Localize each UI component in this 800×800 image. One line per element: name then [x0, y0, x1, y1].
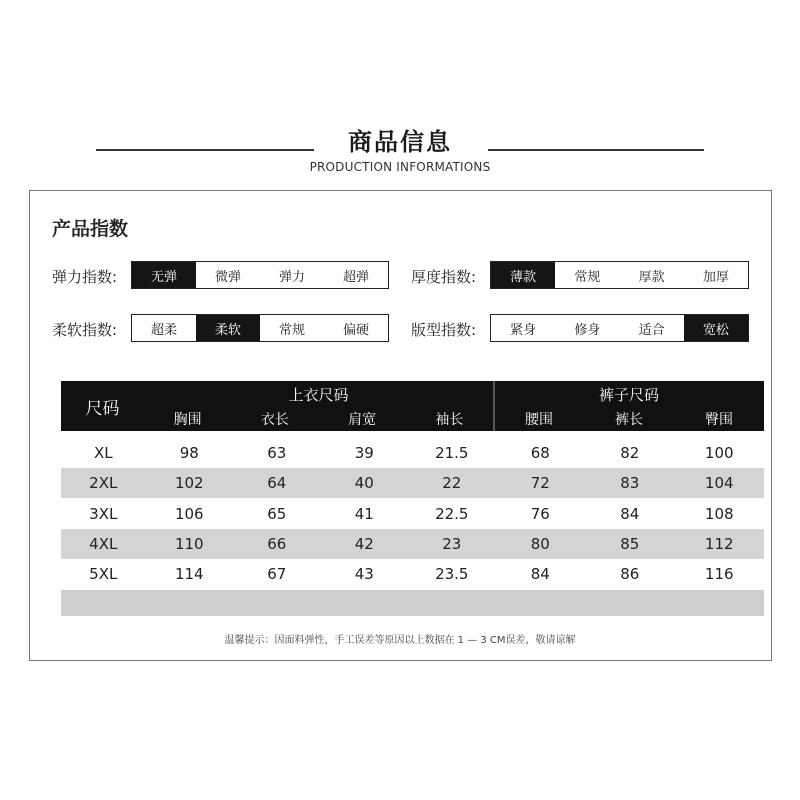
column-header: 肩宽 [348, 412, 377, 428]
table-cell: 63 [267, 444, 287, 462]
size-cell: 5XL [89, 565, 118, 583]
table-cell: 112 [704, 535, 734, 553]
table-empty-row [61, 590, 764, 616]
column-header: 裤长 [615, 412, 643, 428]
softness-option: 偏硬 [342, 322, 369, 338]
thickness-option: 加厚 [702, 269, 729, 285]
softness-option: 常规 [278, 322, 305, 338]
size-cell: 2XL [89, 474, 118, 492]
table-cell: 80 [530, 535, 550, 553]
fit-option: 宽松 [684, 315, 748, 341]
table-cell: 86 [620, 565, 640, 583]
page-title: 商品信息 [348, 128, 452, 156]
fit-label: 版型指数: [411, 321, 477, 339]
table-row [61, 468, 764, 498]
header-divider [493, 381, 495, 431]
column-header: 腰围 [525, 412, 553, 428]
table-cell: 100 [704, 444, 734, 462]
table-cell: 39 [354, 444, 374, 462]
table-cell: 43 [354, 565, 374, 583]
table-cell: 108 [704, 505, 734, 523]
table-cell: 110 [174, 535, 204, 553]
size-cell: 4XL [89, 535, 118, 553]
fit-scale [490, 314, 749, 342]
elasticity-option: 无弹 [132, 262, 196, 288]
title-rule-left [96, 149, 314, 151]
product-index-title: 产品指数 [52, 218, 129, 240]
size-cell: 3XL [89, 505, 118, 523]
table-cell: 22 [442, 474, 462, 492]
table-cell: 83 [620, 474, 640, 492]
softness-label: 柔软指数: [52, 321, 118, 339]
thickness-option: 常规 [574, 269, 601, 285]
table-cell: 114 [174, 565, 204, 583]
table-row [61, 438, 764, 468]
size-cell: XL [93, 444, 113, 462]
table-cell: 84 [530, 565, 550, 583]
thickness-option: 薄款 [491, 262, 555, 288]
size-column-header: 尺码 [61, 381, 144, 431]
fit-option: 修身 [574, 322, 601, 338]
table-cell: 40 [354, 474, 374, 492]
table-cell: 102 [174, 474, 204, 492]
table-row [61, 529, 764, 559]
table-cell: 76 [530, 505, 550, 523]
fit-option: 紧身 [510, 322, 537, 338]
table-cell: 22.5 [435, 505, 469, 523]
softness-option: 柔软 [196, 315, 260, 341]
page-subtitle: PRODUCTION INFORMATIONS [309, 160, 491, 174]
table-cell: 84 [620, 505, 640, 523]
table-cell: 82 [620, 444, 640, 462]
table-cell: 98 [179, 444, 199, 462]
table-cell: 106 [174, 505, 204, 523]
fit-option: 适合 [638, 322, 665, 338]
softness-option: 超柔 [150, 322, 177, 338]
table-cell: 68 [530, 444, 550, 462]
softness-scale [131, 314, 389, 342]
table-cell: 23 [442, 535, 462, 553]
column-header: 衣长 [260, 412, 289, 428]
table-cell: 104 [704, 474, 734, 492]
column-header: 胸围 [173, 412, 202, 428]
table-cell: 41 [354, 505, 374, 523]
elasticity-option: 弹力 [278, 269, 305, 285]
table-cell: 65 [267, 505, 287, 523]
top-size-group-header: 上衣尺码 [144, 381, 493, 407]
pants-columns-header [494, 407, 764, 431]
table-cell: 66 [267, 535, 287, 553]
table-cell: 64 [267, 474, 287, 492]
table-cell: 116 [704, 565, 734, 583]
top-columns-header [144, 407, 493, 431]
table-cell: 23.5 [435, 565, 469, 583]
title-rule-right [488, 149, 704, 151]
table-row [61, 559, 764, 589]
thickness-option: 厚款 [638, 269, 665, 285]
thickness-label: 厚度指数: [411, 268, 477, 286]
column-header: 袖长 [435, 412, 464, 428]
elasticity-option: 超弹 [342, 269, 369, 285]
elasticity-label: 弹力指数: [52, 268, 118, 286]
table-cell: 21.5 [435, 444, 469, 462]
table-row [61, 499, 764, 529]
elasticity-option: 微弹 [214, 269, 241, 285]
elasticity-scale [131, 261, 389, 289]
table-cell: 67 [267, 565, 287, 583]
thickness-scale [490, 261, 749, 289]
table-cell: 72 [530, 474, 550, 492]
table-cell: 85 [620, 535, 640, 553]
pants-size-group-header: 裤子尺码 [494, 381, 764, 407]
footer-note: 温馨提示：因面料弹性，手工误差等原因以上数据在 1 — 3 CM误差，敬请谅解 [224, 635, 576, 646]
column-header: 臀围 [705, 412, 733, 428]
table-cell: 42 [354, 535, 374, 553]
